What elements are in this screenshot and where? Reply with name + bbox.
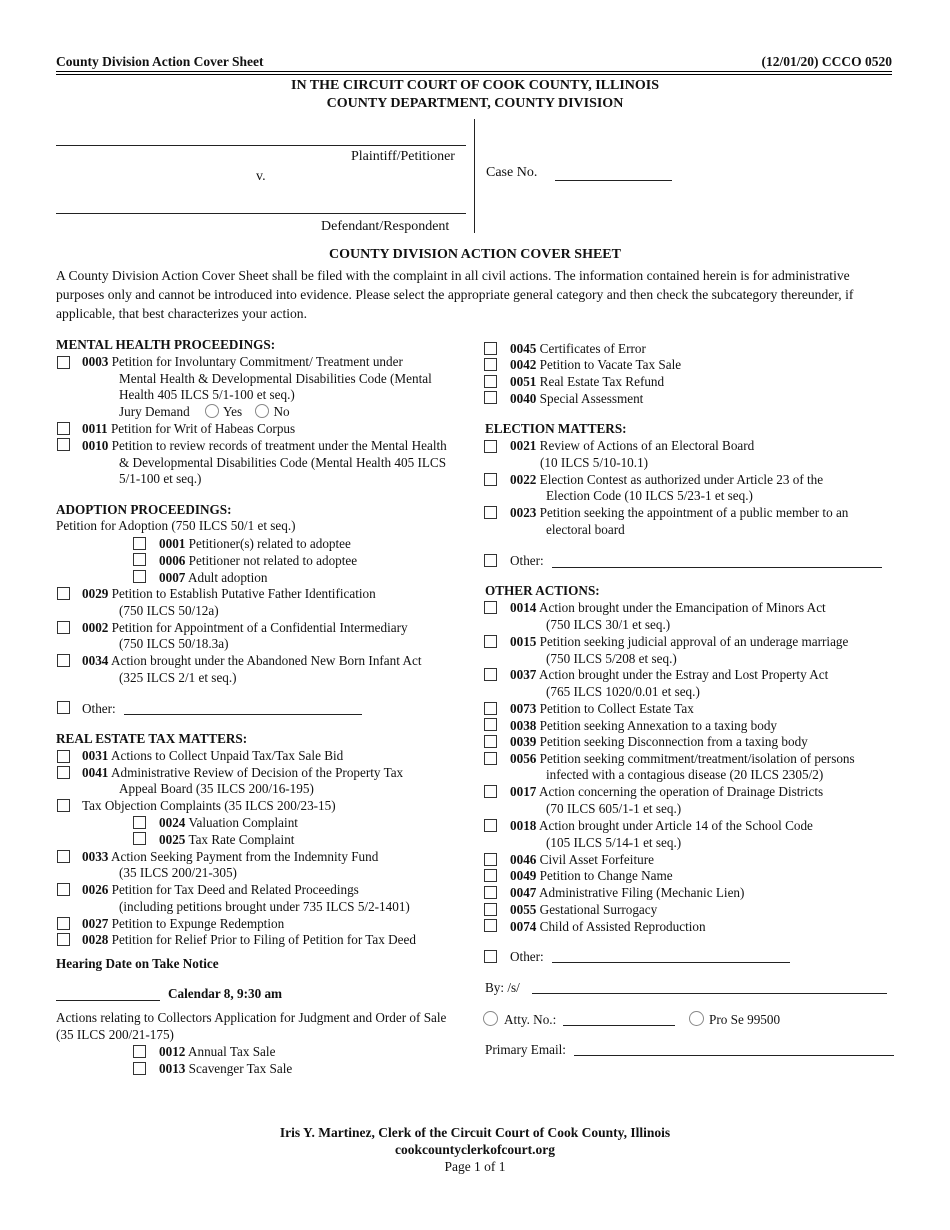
page-number: Page 1 of 1 [444,1159,506,1174]
label-0047: Administrative Filing (Mechanic Lien) [538,885,745,900]
label-0017: Action concerning the operation of Drainage Districts [538,784,824,799]
code-0028: 0028 [82,932,109,947]
item-0024 [159,815,298,832]
item-0014 [510,600,826,617]
code-0013: 0013 [159,1061,186,1076]
label-0003: Petition for Involuntary Commitment/ Treatment under [111,354,403,369]
checkbox-0015[interactable] [484,635,497,648]
checkbox-0074[interactable] [484,919,497,932]
item-0073 [510,701,694,718]
item-0018 [510,818,813,835]
label-0027: Petition to Expunge Redemption [111,916,285,931]
code-0056: 0056 [510,751,537,766]
checkbox-0018[interactable] [484,819,497,832]
code-0017: 0017 [510,784,537,799]
label-0037: Action brought under the Estray and Lost Property Act [538,667,829,682]
label-0038: Petition seeking Annexation to a taxing body [539,718,778,733]
primary-email-field[interactable] [574,1055,894,1056]
collectors-label: Actions relating to Collectors Application for Judgment and Order of Sale [56,1010,447,1025]
code-0002: 0002 [82,620,109,635]
code-0073: 0073 [510,701,537,716]
collectors-label-cont: (35 ILCS 200/21-175) [56,1027,174,1042]
checkbox-adoption-other[interactable] [57,701,70,714]
checkbox-0037[interactable] [484,668,497,681]
checkbox-0045[interactable] [484,342,497,355]
court-division: COUNTY DEPARTMENT, COUNTY DIVISION [326,96,624,111]
label-0034-cont: (325 ILCS 2/1 et seq.) [119,670,237,685]
label-0018-cont: (105 ILCS 5/14-1 et seq.) [546,835,682,850]
mental-health-heading: MENTAL HEALTH PROCEEDINGS: [56,337,276,352]
code-0033: 0033 [82,849,109,864]
label-0033-cont: (35 ILCS 200/21-305) [119,865,237,880]
code-0038: 0038 [510,718,537,733]
election-heading: ELECTION MATTERS: [485,421,627,436]
label-0056-cont: infected with a contagious disease (20 ILCS 2305/2) [546,767,824,782]
label-0037-cont: (765 ILCS 1020/0.01 et seq.) [546,684,700,699]
label-0042: Petition to Vacate Tax Sale [539,357,682,372]
code-0037: 0037 [510,667,537,682]
pro-se-radio[interactable] [689,1011,704,1026]
item-0022 [510,472,823,489]
case-no-field[interactable] [555,180,672,181]
label-0017-cont: (70 ILCS 605/1-1 et seq.) [546,801,682,816]
case-no-label: Case No. [486,165,538,180]
code-0023: 0023 [510,505,537,520]
code-0021: 0021 [510,438,537,453]
checkbox-0027[interactable] [57,917,70,930]
label-0055: Gestational Surrogacy [539,902,658,917]
checkbox-0051[interactable] [484,375,497,388]
item-0051 [510,374,664,391]
code-0006: 0006 [159,553,186,568]
primary-email-label: Primary Email: [485,1042,566,1057]
label-0015: Petition seeking judicial approval of an underage marriage [539,634,849,649]
hearing-date-field[interactable] [56,1000,160,1001]
label-0003-cont: Mental Health & Developmental Disabilities Code (Mental [119,371,432,386]
checkbox-0007[interactable] [133,570,146,583]
checkbox-0034[interactable] [57,654,70,667]
code-0055: 0055 [510,902,537,917]
code-0001: 0001 [159,536,186,551]
attorney-radio[interactable] [483,1011,498,1026]
item-0015 [510,634,848,651]
label-0026-cont: (including petitions brought under 735 ILCS 5/2-1401) [119,899,410,914]
signature-field[interactable] [532,993,887,994]
item-0001 [159,536,351,553]
label-0012: Annual Tax Sale [187,1044,276,1059]
intro-paragraph: A County Division Action Cover Sheet shall be filed with the complaint in all civil actions. The information contained herein is for administrative purposes only and cannot be introduced into evidence. Please select the appropriate general category and then check the subcategory thereunder, if applicable, that best characterizes your action. [56,268,854,321]
code-0011: 0011 [82,421,108,436]
code-0041: 0041 [82,765,109,780]
code-0026: 0026 [82,882,109,897]
code-0046: 0046 [510,852,537,867]
item-0025 [159,832,294,849]
checkbox-0041[interactable] [57,766,70,779]
code-0042: 0042 [510,357,537,372]
checkbox-0042[interactable] [484,358,497,371]
item-0033 [82,849,378,866]
label-0010: Petition to review records of treatment under the Mental Health [111,438,447,453]
item-0002 [82,620,408,637]
checkbox-0046[interactable] [484,853,497,866]
item-0021 [510,438,754,455]
real-estate-heading: REAL ESTATE TAX MATTERS: [56,731,248,746]
label-0011: Petition for Writ of Habeas Corpus [110,421,296,436]
item-0034 [82,653,422,670]
checkbox-election-other[interactable] [484,554,497,567]
code-0029: 0029 [82,586,109,601]
code-0031: 0031 [82,748,109,763]
adoption-other [82,701,116,718]
item-0007 [159,570,267,587]
jury-yes-radio[interactable] [205,404,219,418]
jury-yes-label: Yes [222,404,243,419]
item-0056 [510,751,855,768]
label-0023: Petition seeking the appointment of a public member to an [539,505,849,520]
item-0003 [82,354,403,371]
item-0006 [159,553,357,570]
checkbox-0026[interactable] [57,883,70,896]
label-0010-cont2: 5/1-100 et seq.) [119,471,202,486]
form-header [56,54,892,71]
checkbox-0056[interactable] [484,752,497,765]
checkbox-0024[interactable] [133,816,146,829]
checkbox-0029[interactable] [57,587,70,600]
checkbox-0038[interactable] [484,718,497,731]
item-0010 [82,438,447,455]
code-0018: 0018 [510,818,537,833]
code-0051: 0051 [510,374,537,389]
label-0029: Petition to Establish Putative Father Identification [111,586,376,601]
checkbox-0003[interactable] [57,356,70,369]
label-0045: Certificates of Error [539,341,646,356]
tax-objection-label: Tax Objection Complaints (35 ILCS 200/23-15) [82,798,336,813]
adoption-other-label: Other: [82,701,116,716]
header-rule-2 [56,74,892,75]
hearing-date-label: Hearing Date on Take Notice [56,956,219,971]
label-0039: Petition seeking Disconnection from a taxing body [539,734,808,749]
code-0047: 0047 [510,885,537,900]
code-0049: 0049 [510,868,537,883]
other-actions-other-field[interactable] [552,962,790,963]
versus-label: v. [256,169,266,184]
signature-by-label: By: /s/ [485,980,520,995]
checkbox-0040[interactable] [484,391,497,404]
checkbox-0055[interactable] [484,903,497,916]
label-0002-cont: (750 ILCS 50/18.3a) [119,636,229,651]
checkbox-tax-objection[interactable] [57,799,70,812]
jury-no-radio[interactable] [255,404,269,418]
other-actions-heading: OTHER ACTIONS: [485,583,600,598]
item-0038 [510,718,777,735]
item-0027 [82,916,284,933]
label-0007: Adult adoption [187,570,268,585]
form-header-title: County Division Action Cover Sheet [56,54,264,69]
label-0051: Real Estate Tax Refund [539,374,665,389]
label-0029-cont: (750 ILCS 50/12a) [119,603,219,618]
label-0025: Tax Rate Complaint [188,832,295,847]
label-0034: Action brought under the Abandoned New Born Infant Act [110,653,422,668]
label-0001: Petitioner(s) related to adoptee [188,536,351,551]
checkbox-0010[interactable] [57,438,70,451]
code-0045: 0045 [510,341,537,356]
label-0018: Action brought under Article 14 of the School Code [538,818,813,833]
item-0046 [510,852,654,869]
plaintiff-label: Plaintiff/Petitioner [351,149,455,164]
defendant-line[interactable] [56,213,466,214]
label-0006: Petitioner not related to adoptee [188,553,358,568]
item-0011 [82,421,295,438]
code-0034: 0034 [82,653,109,668]
item-0042 [510,357,681,374]
code-0003: 0003 [82,354,109,369]
defendant-label: Defendant/Respondent [321,219,450,234]
checkbox-0011[interactable] [57,422,70,435]
item-0029 [82,586,376,603]
code-0024: 0024 [159,815,186,830]
attorney-number-label: Atty. No.: [504,1012,557,1027]
code-0010: 0010 [82,438,109,453]
item-0047 [510,885,744,902]
checkbox-0017[interactable] [484,785,497,798]
pro-se-label: Pro Se 99500 [709,1012,781,1027]
header-rule [56,71,892,72]
item-0013 [159,1061,292,1078]
code-0014: 0014 [510,600,537,615]
code-0012: 0012 [159,1044,186,1059]
code-0027: 0027 [82,916,109,931]
label-0040: Special Assessment [539,391,644,406]
plaintiff-line[interactable] [56,145,466,146]
code-0040: 0040 [510,391,537,406]
item-0031 [82,748,343,765]
checkbox-0006[interactable] [133,553,146,566]
label-0056: Petition seeking commitment/treatment/isolation of persons [539,751,855,766]
checkbox-0002[interactable] [57,621,70,634]
item-0041 [82,765,403,782]
adoption-other-field[interactable] [124,714,362,715]
item-0039 [510,734,808,751]
label-0022-cont: Election Code (10 ILCS 5/23-1 et seq.) [546,488,753,503]
checkbox-0049[interactable] [484,869,497,882]
label-0073: Petition to Collect Estate Tax [539,701,694,716]
item-0040 [510,391,643,408]
label-0023-cont: electoral board [546,522,625,537]
label-0074: Child of Assisted Reproduction [539,919,706,934]
label-0041-cont: Appeal Board (35 ILCS 200/16-195) [119,781,314,796]
checkbox-0023[interactable] [484,506,497,519]
caption-divider [474,119,475,233]
item-0023 [510,505,848,522]
checkbox-0013[interactable] [133,1062,146,1075]
label-0002: Petition for Appointment of a Confidential Intermediary [111,620,408,635]
item-0074 [510,919,706,936]
jury-demand-label: Jury Demand [119,404,190,419]
code-0025: 0025 [159,832,186,847]
checkbox-0073[interactable] [484,702,497,715]
label-0049: Petition to Change Name [539,868,673,883]
clerk-website[interactable]: cookcountyclerkofcourt.org [394,1142,556,1157]
checkbox-0012[interactable] [133,1045,146,1058]
item-0037 [510,667,828,684]
calendar-label: Calendar 8, 9:30 am [168,986,283,1001]
checkbox-0022[interactable] [484,473,497,486]
checkbox-0033[interactable] [57,850,70,863]
label-0021: Review of Actions of an Electoral Board [539,438,755,453]
item-0028 [82,932,416,949]
code-0022: 0022 [510,472,537,487]
label-0015-cont: (750 ILCS 5/208 et seq.) [546,651,677,666]
code-0074: 0074 [510,919,537,934]
checkbox-0025[interactable] [133,832,146,845]
checkbox-0031[interactable] [57,750,70,763]
adoption-heading: ADOPTION PROCEEDINGS: [56,502,232,517]
code-0007: 0007 [159,570,186,585]
label-0003-cont2: Health 405 ILCS 5/1-100 et seq.) [119,387,295,402]
label-0028: Petition for Relief Prior to Filing of Petition for Tax Deed [111,932,416,947]
jury-no-label: No [273,404,290,419]
label-0014-cont: (750 ILCS 30/1 et seq.) [546,617,671,632]
checkbox-0028[interactable] [57,933,70,946]
label-0033: Action Seeking Payment from the Indemnity Fund [110,849,379,864]
label-0024: Valuation Complaint [188,815,298,830]
item-0017 [510,784,823,801]
code-0039: 0039 [510,734,537,749]
court-name: IN THE CIRCUIT COURT OF COOK COUNTY, ILLINOIS [291,78,659,93]
label-0014: Action brought under the Emancipation of Minors Act [538,600,826,615]
item-0012 [159,1044,275,1061]
checkbox-0001[interactable] [133,537,146,550]
label-0031: Actions to Collect Unpaid Tax/Tax Sale Bid [110,748,344,763]
label-0026: Petition for Tax Deed and Related Proceedings [111,882,359,897]
label-0013: Scavenger Tax Sale [188,1061,293,1076]
checkbox-0021[interactable] [484,440,497,453]
item-0055 [510,902,657,919]
label-0021-cont: (10 ILCS 5/10-10.1) [540,455,649,470]
checkbox-0047[interactable] [484,886,497,899]
form-number: (12/01/20) CCCO 0520 [761,54,892,69]
sheet-title: COUNTY DIVISION ACTION COVER SHEET [329,247,621,262]
label-0041: Administrative Review of Decision of the Property Tax [110,765,404,780]
item-0026 [82,882,359,899]
checkbox-other-actions-other[interactable] [484,950,497,963]
code-0015: 0015 [510,634,537,649]
checkbox-0039[interactable] [484,735,497,748]
attorney-number-field[interactable] [563,1025,675,1026]
jury-demand [119,404,290,421]
adoption-subheading: Petition for Adoption (750 ILCS 50/1 et seq.) [56,518,296,533]
label-0010-cont: & Developmental Disabilities Code (Mental Health 405 ILCS [119,455,447,470]
item-0049 [510,868,673,885]
other-actions-other-label: Other: [510,949,544,964]
election-other-label: Other: [510,553,544,568]
label-0022: Election Contest as authorized under Article 23 of the [539,472,824,487]
item-0045 [510,341,646,358]
label-0046: Civil Asset Forfeiture [539,852,654,867]
checkbox-0014[interactable] [484,601,497,614]
clerk-name: Iris Y. Martinez, Clerk of the Circuit Court of Cook County, Illinois [279,1125,671,1140]
election-other-field[interactable] [552,567,882,568]
